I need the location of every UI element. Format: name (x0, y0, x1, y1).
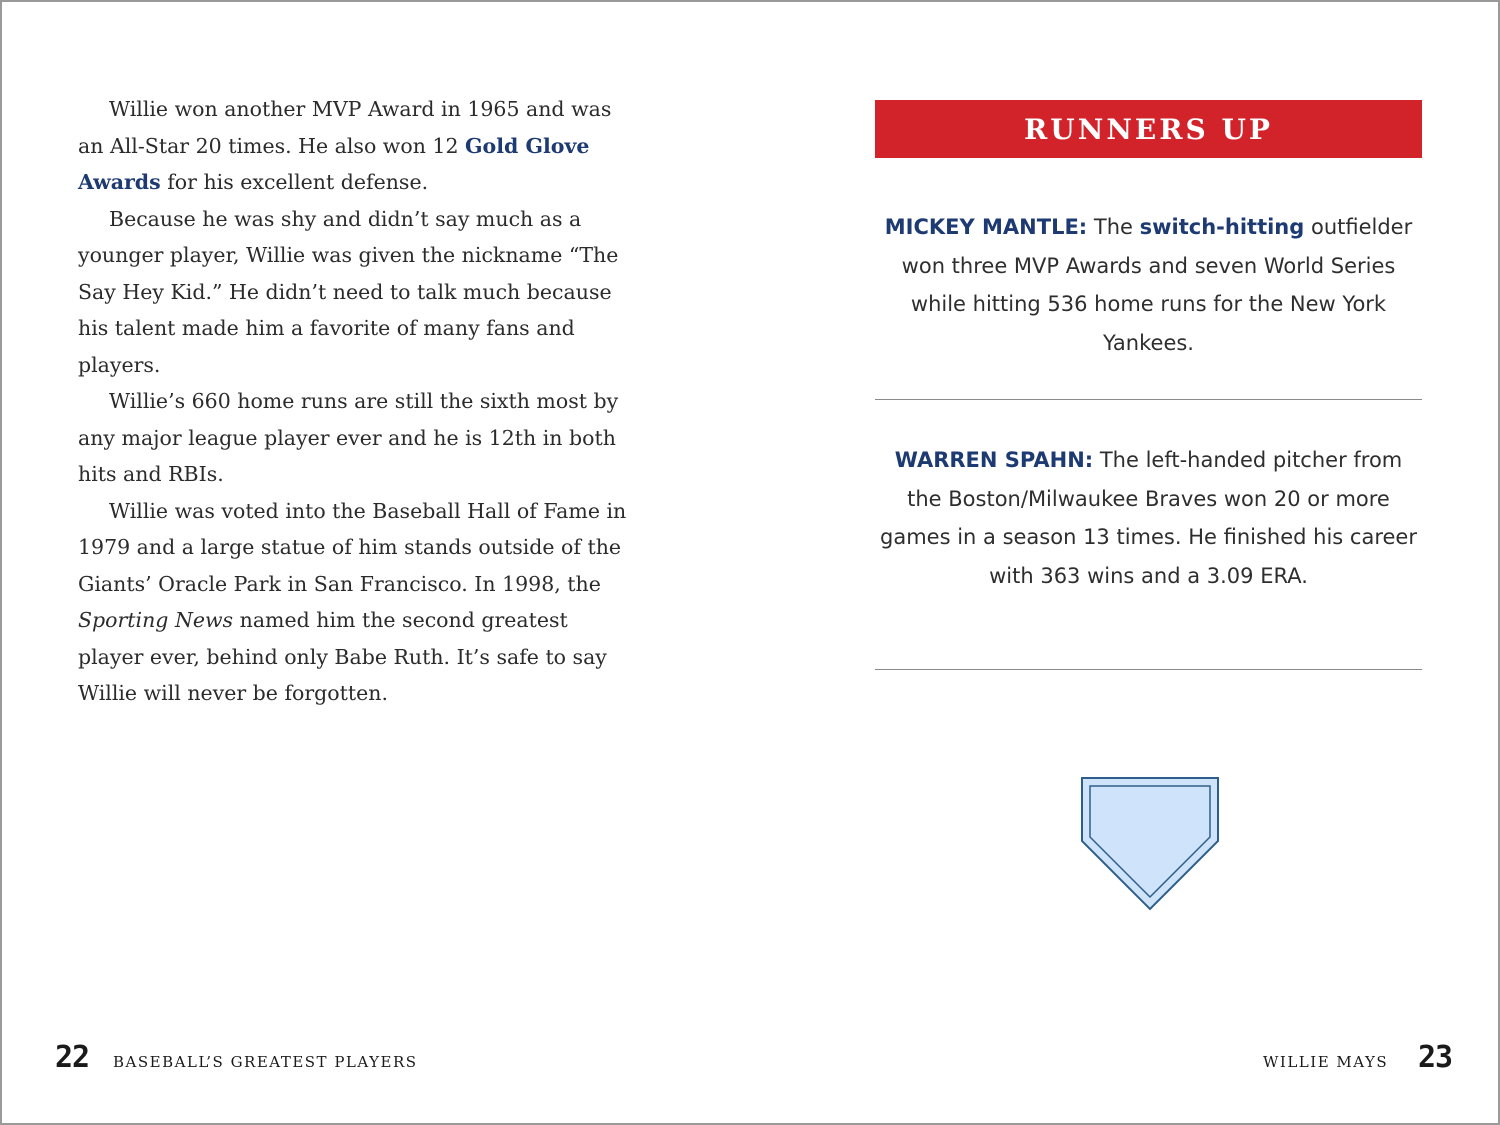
running-head-book-title: BASEBALL’S GREATEST PLAYERS (113, 1053, 418, 1071)
divider (875, 399, 1422, 400)
banner-title: RUNNERS UP (1024, 112, 1273, 146)
player-name: WARREN SPAHN: (894, 448, 1094, 472)
divider (875, 669, 1422, 670)
page-number-left: 22 (55, 1040, 90, 1075)
home-plate-icon (1078, 775, 1222, 913)
paragraph-2: Because he was shy and didn’t say much as a younger player, Willie was given the nickname “The Say Hey Kid.” He didn’t need to talk much because his talent made him a favorite of many fans and players. (78, 206, 619, 377)
paragraph-1: Willie won another MVP Award in 1965 and was an All-Star 20 times. He also won 12 Gold Glove Awards for his excellent defense. (78, 97, 612, 194)
publication-title: Sporting News (78, 608, 234, 632)
paragraph-4: Willie was voted into the Baseball Hall of Fame in 1979 and a large statue of him stands outside of the Giants’ Oracle Park in San Francisco. In 1998, the Sporting News named him the second greatest player ever, behind only Babe Ruth. It’s safe to say Willie will never be forgotten. (78, 498, 627, 705)
page-number-right: 23 (1418, 1040, 1453, 1075)
paragraph-3: Willie’s 660 home runs are still the sixth most by any major league player ever and he is 12th in both hits and RBIs. (78, 389, 619, 486)
glossary-term-switch-hitting[interactable]: switch-hitting (1139, 215, 1305, 239)
runner-up-mantle: MICKEY MANTLE: The switch-hitting outfielder won three MVP Awards and seven World Series while hitting 536 home runs for the New York Yankees. (884, 215, 1413, 355)
runners-up-banner (875, 100, 1422, 158)
player-name: MICKEY MANTLE: (884, 215, 1088, 239)
running-head-chapter: WILLIE MAYS (1263, 1053, 1389, 1071)
runner-up-spahn: WARREN SPAHN: The left-handed pitcher from the Boston/Milwaukee Braves won 20 or more games in a season 13 times. He finished his career with 363 wins and a 3.09 ERA. (880, 448, 1417, 588)
glossary-term-gold-glove[interactable]: Gold Glove Awards (78, 133, 590, 194)
left-page-body (78, 91, 638, 712)
